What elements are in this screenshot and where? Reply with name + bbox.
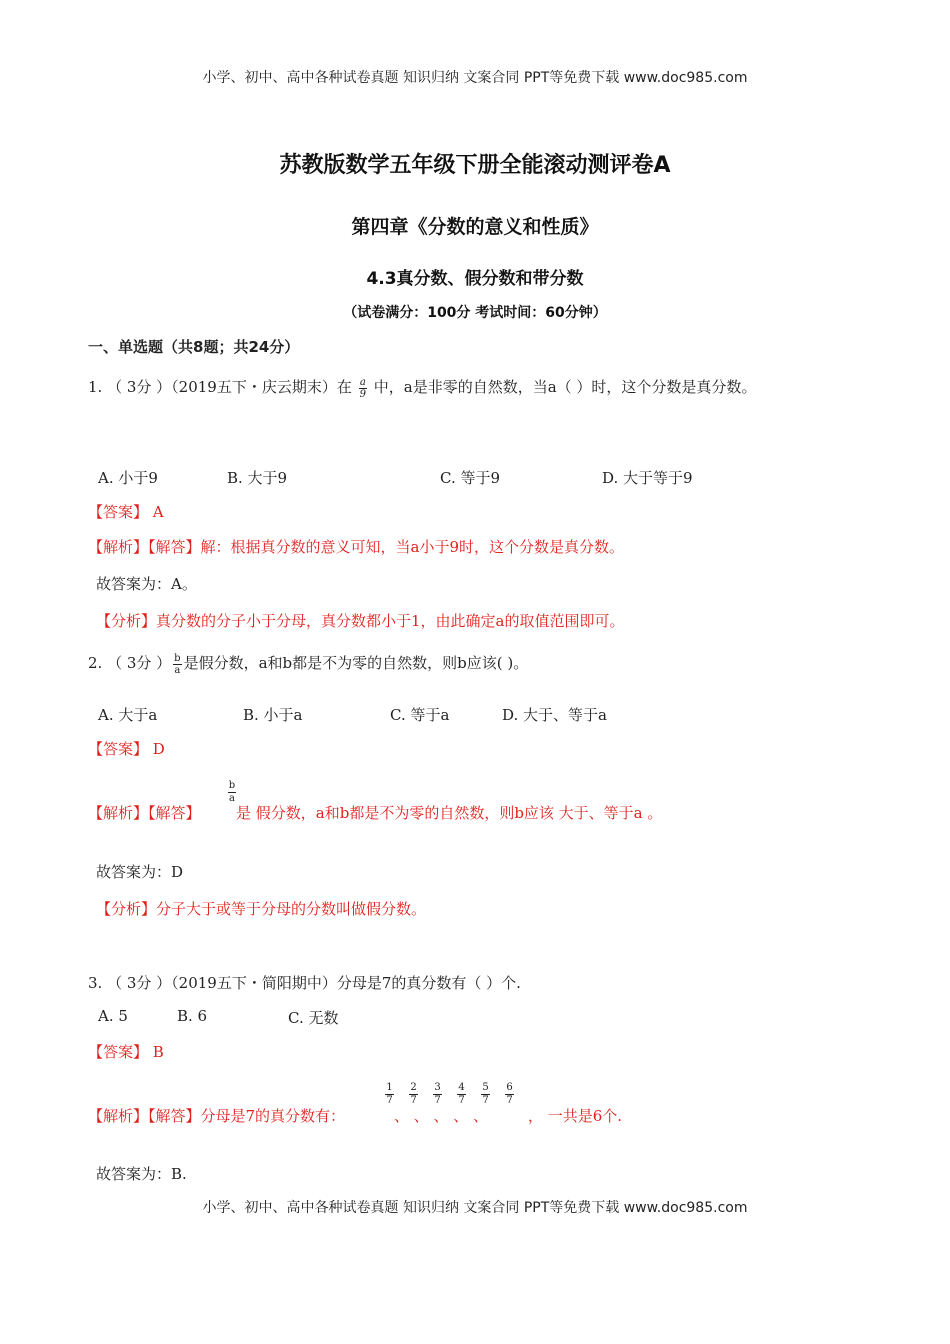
- q2-analysis-frac-den: a: [229, 793, 235, 804]
- q3-frac-2-den: 7: [410, 1095, 417, 1106]
- q3-frac-2: [409, 1082, 418, 1107]
- q3-conclusion: 故答案为：B.: [96, 1165, 187, 1183]
- q1-frac-den: 9: [359, 388, 366, 400]
- part1-heading: 一、单选题（共8题；共24分）: [88, 338, 300, 356]
- q3-frac-6: [505, 1082, 514, 1107]
- q1-option-d: D. 大于等于9: [602, 469, 693, 487]
- q3-stem: 3. （ 3分 ）（2019五下・简阳期中）分母是7的真分数有（ ）个.: [88, 974, 521, 992]
- q1-note: 【分析】真分数的分子小于分母，真分数都小于1，由此确定a的取值范围即可。: [96, 612, 625, 630]
- q1-option-a: A. 小于9: [98, 469, 158, 487]
- top-banner: 小学、初中、高中各种试卷真题 知识归纳 文案合同 PPT等免费下载 www.doc985.com: [202, 70, 748, 86]
- q3-frac-1-num: 1: [386, 1082, 393, 1093]
- q3-frac-1: [385, 1082, 394, 1107]
- q1-prefix: 1. （ 3分 ）（2019五下・庆云期末）在: [88, 378, 352, 396]
- q2-prefix: 2. （ 3分 ）: [88, 654, 172, 672]
- q2-option-d: D. 大于、等于a: [502, 706, 607, 724]
- q1-frac-num: a: [359, 376, 366, 388]
- q3-frac-3-num: 3: [434, 1082, 441, 1093]
- q3-frac-5-den: 7: [482, 1095, 489, 1106]
- q3-frac-3-den: 7: [434, 1095, 441, 1106]
- q2-frac-den: a: [174, 664, 181, 676]
- q1-analysis: 【解析】【解答】解：根据真分数的意义可知，当a小于9时，这个分数是真分数。: [88, 538, 624, 556]
- q1-option-c: C. 等于9: [440, 469, 501, 487]
- q1-option-b: B. 大于9: [227, 469, 288, 487]
- q2-analysis-fraction: [228, 780, 236, 805]
- q3-option-a: A. 5: [98, 1007, 128, 1025]
- q3-frac-6-num: 6: [506, 1082, 513, 1093]
- q1-conclusion: 故答案为：A。: [96, 575, 197, 593]
- q2-note: 【分析】分子大于或等于分母的分数叫做假分数。: [96, 900, 427, 918]
- q3-frac-2-num: 2: [410, 1082, 417, 1093]
- chapter-title: 第四章《分数的意义和性质》: [351, 216, 599, 238]
- q2-conclusion: 故答案为：D: [96, 863, 184, 881]
- q2-option-c: C. 等于a: [390, 706, 450, 724]
- q3-frac-1-den: 7: [386, 1095, 393, 1106]
- q2-option-b: B. 小于a: [243, 706, 303, 724]
- q2-analysis-suffix: 是 假分数，a和b都是不为零的自然数，则b应该 大于、等于a 。: [236, 804, 663, 822]
- q3-analysis: 【解析】【解答】分母是7的真分数有：: [88, 1107, 346, 1125]
- q2-suffix: 是假分数，a和b都是不为零的自然数，则b应该( )。: [183, 654, 529, 672]
- q3-answer: 【答案】 B: [88, 1043, 164, 1061]
- main-title: 苏教版数学五年级下册全能滚动测评卷A: [279, 153, 671, 178]
- q3-option-c: C. 无数: [288, 1009, 339, 1027]
- q2-answer: 【答案】 D: [88, 740, 165, 758]
- q1-answer: 【答案】 A: [88, 503, 164, 521]
- q3-frac-5-num: 5: [482, 1082, 489, 1093]
- q3-analysis-separators: 、 、 、 、 、: [394, 1107, 489, 1125]
- q2-analysis-frac-num: b: [228, 780, 236, 791]
- q3-frac-3: [433, 1082, 442, 1107]
- q1-suffix: 中，a是非零的自然数，当a（ ）时，这个分数是真分数。: [373, 378, 757, 396]
- q2-stem: [88, 652, 528, 676]
- q1-stem: [88, 376, 756, 400]
- q3-frac-6-den: 7: [506, 1095, 513, 1106]
- q3-frac-4-den: 7: [458, 1095, 465, 1106]
- q3-frac-5: [481, 1082, 490, 1107]
- q2-analysis-prefix: 【解析】【解答】: [88, 804, 201, 822]
- q3-frac-4-num: 4: [458, 1082, 465, 1093]
- exam-meta: （试卷满分：100分 考试时间：60分钟）: [343, 305, 607, 321]
- q2-frac-num: b: [174, 652, 181, 664]
- q3-frac-4: [457, 1082, 466, 1107]
- q2-option-a: A. 大于a: [98, 706, 158, 724]
- q1-fraction: [359, 377, 367, 400]
- q3-analysis-tail: ， 一共是6个.: [528, 1107, 623, 1125]
- q3-option-b: B. 6: [177, 1007, 208, 1025]
- bottom-banner: 小学、初中、高中各种试卷真题 知识归纳 文案合同 PPT等免费下载 www.doc985.com: [202, 1200, 748, 1216]
- section-title: 4.3真分数、假分数和带分数: [366, 269, 584, 289]
- q2-fraction: [173, 653, 181, 676]
